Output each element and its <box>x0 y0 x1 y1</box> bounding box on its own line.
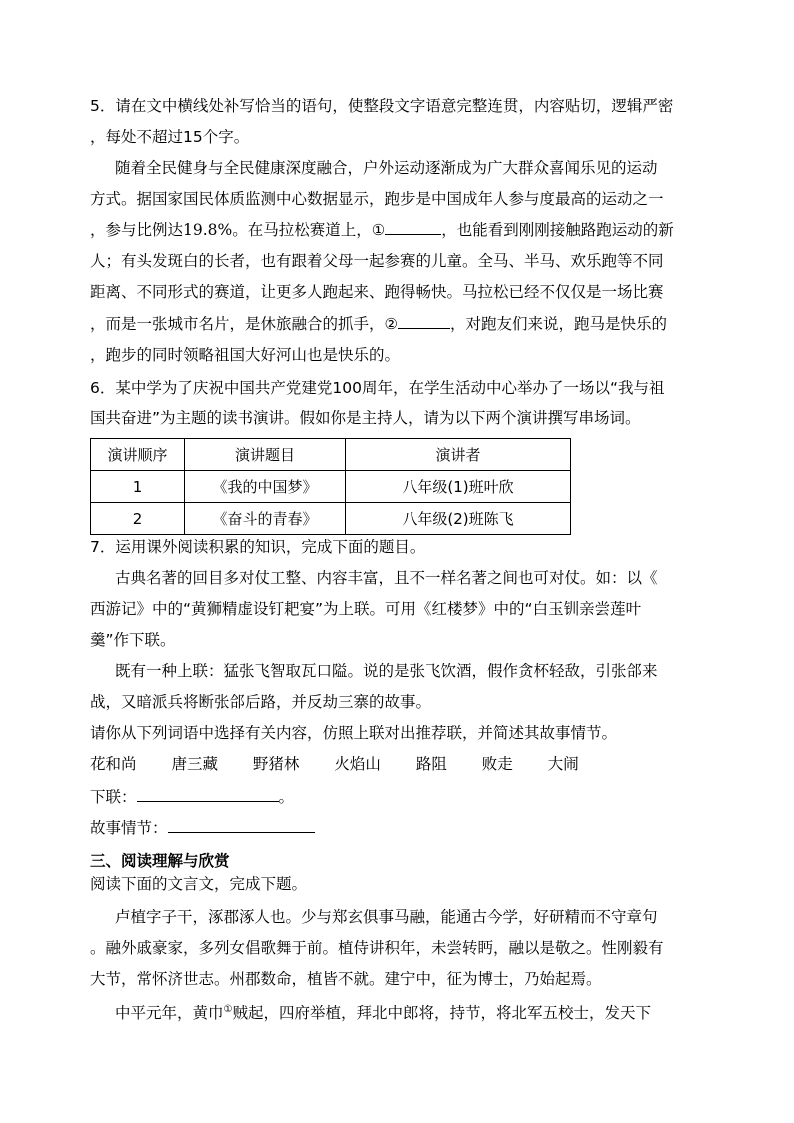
q5-passage-line-3-b: ，也能看到刚刚接触路跑运动的新 <box>441 221 674 239</box>
table-row <box>91 503 571 535</box>
table-cell: 2 <box>91 503 185 535</box>
story-line <box>90 818 315 838</box>
q7-para2-line-2: 战，又暗派兵将断张郃后路，并反劫三寨的故事。 <box>90 693 432 711</box>
q6-prompt-line-1: 6．某中学为了庆祝中国共产党建党100周年，在学生活动中心举办了一场以“我与祖 <box>90 379 665 397</box>
q5-passage-line-7: ，跑步的同时领略祖国大好河山也是快乐的。 <box>90 346 401 364</box>
classical-line-3: 大节，常怀济世志。州郡数命，植皆不就。建宁中，征为博士，乃始起焉。 <box>90 970 602 988</box>
blank-marker-2: ② <box>384 315 398 333</box>
word-option: 路阻 <box>415 755 447 773</box>
q5-passage-line-3 <box>90 220 674 240</box>
q7-prompt: 7．运用课外阅读积累的知识，完成下面的题目。 <box>90 538 426 556</box>
table-cell: 1 <box>91 471 185 503</box>
table-header-row <box>91 439 571 471</box>
classical-line-4-a: 中平元年，黄巾 <box>115 1004 224 1023</box>
table-row <box>91 471 571 503</box>
answer-blank-2[interactable] <box>398 314 450 329</box>
q5-passage-line-5: 距离、不同形式的赛道，让更多人跑起来、跑得畅快。马拉松已经不仅仅是一场比赛 <box>90 283 664 301</box>
table-cell: 《我的中国梦》 <box>185 471 346 503</box>
table-cell: 八年级(1)班叶欣 <box>346 471 571 503</box>
q5-passage-line-1: 随着全民健身与全民健康深度融合，户外运动逐渐成为广大群众喜闻乐见的运动 <box>115 159 658 177</box>
q7-instruction: 请你从下列词语中选择有关内容，仿照上联对出推荐联，并简述其故事情节。 <box>90 724 618 742</box>
table-cell: 八年级(2)班陈飞 <box>346 503 571 535</box>
table-header-cell: 演讲者 <box>346 439 571 471</box>
q7-para2-line-1: 既有一种上联：猛张飞智取瓦口隘。说的是张飞饮酒，假作贪杯轻敌，引张郃来 <box>115 662 658 680</box>
q5-passage-line-6 <box>90 314 667 334</box>
story-answer-blank[interactable] <box>168 818 315 833</box>
word-option: 野猪林 <box>252 755 300 773</box>
word-option: 花和尚 <box>90 755 137 773</box>
q5-passage-line-2: 方式。据国家国民体质监测中心数据显示，跑步是中国成年人参与度最高的运动之一 <box>90 190 664 208</box>
word-option: 唐三藏 <box>171 755 218 773</box>
q7-para1-line-3: 羹”作下联。 <box>90 631 176 649</box>
answer-blank-1[interactable] <box>385 220 441 235</box>
word-option: 败走 <box>481 755 513 773</box>
q5-passage-line-4: 人；有头发斑白的长者，也有跟着父母一起参赛的儿童。全马、半马、欢乐跑等不同 <box>90 252 664 270</box>
q5-passage-line-6-b: ，对跑友们来说，跑马是快乐的 <box>449 315 667 333</box>
q7-word-list <box>90 754 609 774</box>
xialian-end: 。 <box>278 788 295 806</box>
classical-line-4 <box>115 1000 651 1023</box>
q5-prompt-line-2: ，每处不超过15个字。 <box>90 128 250 146</box>
q7-para1-line-1: 古典名著的回目多对仗工整、内容丰富，且不一样名著之间也可对仗。如：以《 <box>115 569 658 587</box>
q7-para1-line-2: 西游记》中的“黄狮精虚设钉耙宴”为上联。可用《红楼梦》中的“白玉钏亲尝莲叶 <box>90 600 642 618</box>
footnote-marker: ① <box>223 1004 233 1015</box>
classical-line-2: 。融外戚豪家，多列女倡歌舞于前。植侍讲积年，未尝转眄，融以是敬之。性刚毅有 <box>90 939 664 957</box>
q5-passage-line-3-a: ，参与比例达19.8%。在马拉松赛道上， <box>90 221 372 239</box>
blank-marker-1: ① <box>371 221 386 239</box>
word-option: 大闹 <box>547 755 579 773</box>
table-header-cell: 演讲题目 <box>185 439 346 471</box>
xialian-answer-blank[interactable] <box>137 787 279 802</box>
xialian-label: 下联： <box>90 788 137 806</box>
table-cell: 《奋斗的青春》 <box>185 503 346 535</box>
table-header-cell: 演讲顺序 <box>91 439 185 471</box>
section-instruction: 阅读下面的文言文，完成下题。 <box>90 875 308 893</box>
q6-prompt-line-2: 国共奋进”为主题的读书演讲。假如你是主持人，请为以下两个演讲撰写串场词。 <box>90 409 641 427</box>
story-label: 故事情节： <box>90 819 168 837</box>
section-heading: 三、阅读理解与欣赏 <box>90 852 230 870</box>
q5-prompt-line-1: 5．请在文中横线处补写恰当的语句，使整段文字语意完整连贯，内容贴切，逻辑严密 <box>90 97 674 115</box>
xialian-line <box>90 787 294 807</box>
speech-table <box>90 438 571 535</box>
classical-line-4-b: 贼起，四府举植，拜北中郎将，持节，将北军五校士，发天下 <box>232 1004 651 1023</box>
word-option: 火焰山 <box>334 755 381 773</box>
classical-line-1: 卢植字子干，涿郡涿人也。少与郑玄俱事马融，能通古今学，好研精而不守章句 <box>115 908 658 926</box>
q5-passage-line-6-a: ，而是一张城市名片，是休旅融合的抓手， <box>90 315 385 333</box>
